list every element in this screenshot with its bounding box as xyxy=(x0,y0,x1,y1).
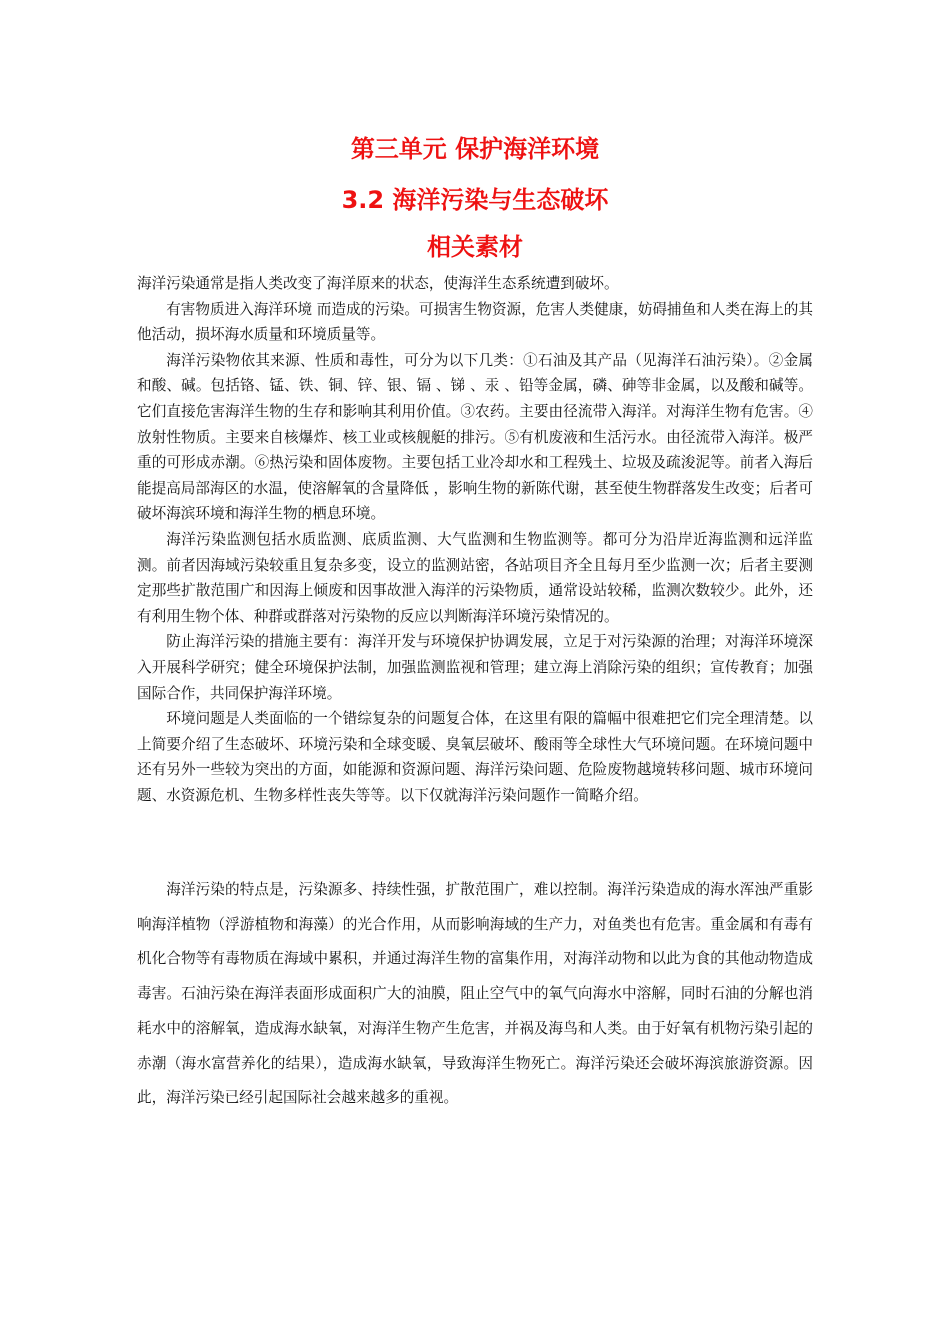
unit-title: 第三单元 保护海洋环境 xyxy=(350,135,600,163)
paragraph-pollutant-types: 海洋污染物依其来源、性质和毒性，可分为以下几类：①石油及其产品（见海洋石油污染）。②金属和酸、碱。包括铬、锰、铁、铜、锌、银、镉 、锑 、汞 、铅等金属，磷、砷等非金属，以及酸和碱等。它们直接危害海洋生物的生存和影响其利用价值。③农药。主要由径流带入海洋。对海洋生物有危害。④放射性物质。主要来自核爆炸、核工业或核舰艇的排污。⑤有机废液和生活污水。由径流带入海洋。极严重的可形成赤潮。⑥热污染和固体废物。主要包括工业冷却水和工程残土、垃圾及疏浚泥等。前者入海后能提高局部海区的水温，使溶解氧的含量降低 ，影响生物的新陈代谢，甚至使生物群落发生改变；后者可破坏海滨环境和海洋生物的栖息环境。 xyxy=(137,351,813,523)
lesson-title: 3.2 海洋污染与生态破坏 xyxy=(341,186,609,214)
paragraph-prevention: 防止海洋污染的措施主要有：海洋开发与环境保护协调发展，立足于对污染源的治理；对海洋环境深入开展科学研究；健全环境保护法制，加强监测监视和管理；建立海上消除污染的组织；宣传教育；加强国际合作，共同保护海洋环境。 xyxy=(137,633,813,702)
paragraph-definition: 海洋污染通常是指人类改变了海洋原来的状态，使海洋生态系统遭到破坏。 xyxy=(137,275,619,292)
body-text xyxy=(137,271,813,808)
body-text-characteristics xyxy=(137,873,813,1116)
paragraph-harmful-substances: 有害物质进入海洋环境 而造成的污染。可损害生物资源，危害人类健康，妨碍捕鱼和人类在海上的其他活动，损坏海水质量和环境质量等。 xyxy=(137,300,813,344)
paragraph-characteristics: 海洋污染的特点是，污染源多、持续性强，扩散范围广，难以控制。海洋污染造成的海水浑浊严重影响海洋植物（浮游植物和海藻）的光合作用，从而影响海域的生产力，对鱼类也有危害。重金属和有毒有机化合物等有毒物质在海域中累积，并通过海洋生物的富集作用，对海洋动物和以此为食的其他动物造成毒害。石油污染在海洋表面形成面积广大的油膜，阻止空气中的氧气向海水中溶解，同时石油的分解也消耗水中的溶解氧，造成海水缺氧，对海洋生物产生危害，并祸及海鸟和人类。由于好氧有机物污染引起的赤潮（海水富营养化的结果），造成海水缺氧，导致海洋生物死亡。海洋污染还会破坏海滨旅游资源。因此，海洋污染已经引起国际社会越来越多的重视。 xyxy=(137,881,813,1107)
paragraph-environment-issues: 环境问题是人类面临的一个错综复杂的问题复合体，在这里有限的篇幅中很难把它们完全理清楚。以上简要介绍了生态破坏、环境污染和全球变暖、臭氧层破坏、酸雨等全球性大气环境问题。在环境问题中还有另外一些较为突出的方面，如能源和资源问题、海洋污染问题、危险废物越境转移问题、城市环境问题、水资源危机、生物多样性丧失等等。以下仅就海洋污染问题作一简略介绍。 xyxy=(137,710,813,804)
paragraph-monitoring: 海洋污染监测包括水质监测、底质监测、大气监测和生物监测等。都可分为沿岸近海监测和远洋监测。前者因海域污染较重且复杂多变，设立的监测站密，各站项目齐全且每月至少监测一次；后者主要测定那些扩散范围广和因海上倾废和因事故泄入海洋的污染物质，通常设站较稀，监测次数较少。此外，还有利用生物个体、种群或群落对污染物的反应以判断海洋环境污染情况的。 xyxy=(137,530,813,625)
section-heading: 相关素材 xyxy=(427,233,523,261)
